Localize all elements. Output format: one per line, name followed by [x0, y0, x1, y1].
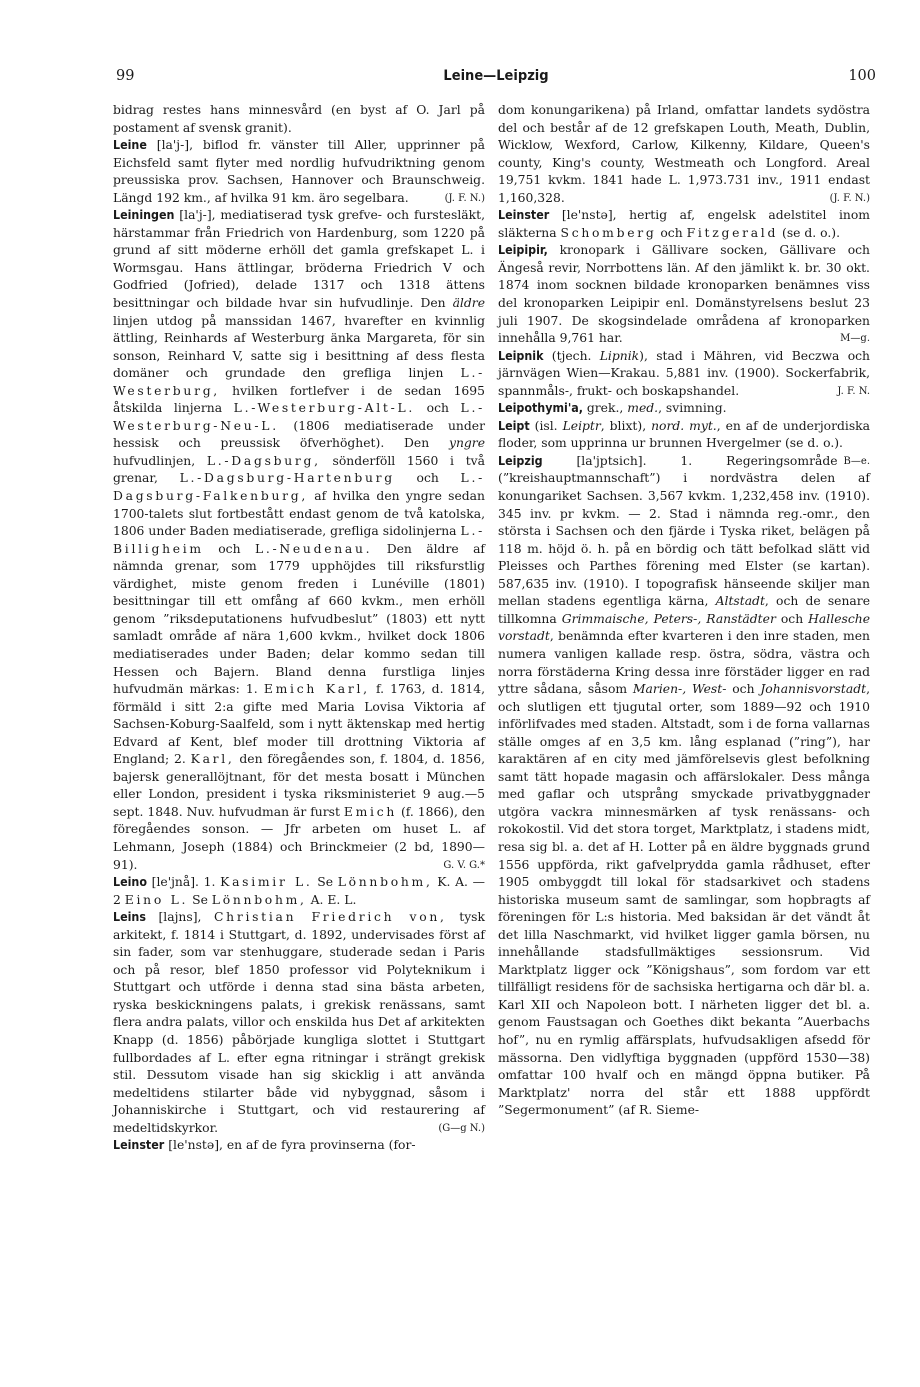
author-signature: (G—g N.) [438, 1122, 485, 1134]
entry-leipothymia: Leipothymi'a, grek., med., svimning. [498, 401, 727, 416]
headword-leinster-duke: Leinster [498, 208, 550, 223]
page-number-left: 99 [116, 68, 135, 84]
running-header [116, 68, 876, 90]
entry-leins: Leins [lajns], Christian Friedrich von, tysk arkitekt, f. 1814 i Stuttgart, d. 1892, undervisades först af sin fader, som var stenhuggare, studerade sedan i Paris och på resor, blef 1850 professor vid Polyteknikum i Stuttgart och utförde i denna stad sina bästa arbeten, ryska beskickningens palats, i grekisk renässans, samt flera andra palats, villor och enskilda hus Det af arkitekten Knapp (d. 1856) påbörjade kungliga slottet i Stuttgart fullbordades af L. efter egna ritningar i strängt grekisk stil. Dessutom visade han sig skicklig i att använda medeltidens stilarter både vid nybyggnad, såsom i Johanniskirche i Stuttgart, och vid restaurering af medeltidskyrkor. (G—g N.) [113, 909, 485, 1137]
headword-leino: Leino [113, 875, 147, 890]
headword-leiningen: Leiningen [113, 208, 175, 223]
entry-leinster-continuation: dom konungarikena) på Irland, omfattar landets sydöstra del och består af de 12 grefskapen Louth, Meath, Dublin, Wicklow, Wexford, Carlow, Kilkenny, Kildare, Queen's county, King's county, Westmeath och Longford. Areal 19,751 kvkm. 1841 hade L. 1,973.731 inv., 1911 endast 1,160,328. (J. F. N.) [498, 102, 870, 207]
author-signature: B—e. [843, 455, 870, 467]
entry-leipt: Leipt (isl. Leiptr, blixt), nord. myt., en af de underjordiska floder, som upprinna ur brunnen Hvergelmer (se d. o.). B—e. [498, 418, 870, 453]
entry-leiningen: Leiningen [la'j-], mediatiserad tysk grefve- och furstesläkt, härstammar från Friedrich von Hardenburg, som 1220 på grund af sitt möderne erhöll det gamla grefskapet L. i Wormsgau. Hans ättlingar, bröderna Friedrich V och Godfried (Jofried), delade 1317 och 1318 ättens besittningar och bildade hvar sin hufvudlinje. Den äldre linjen utdog på manssidan 1467, hvarefter en kvinnlig ättling, Reinhards af Westerburg änka Margareta, för sin sonson, Reinhard V, satte sig i besittning af dess flesta domäner och grundade den grefliga linjen L.-Westerburg, hvilken fortlefver i de sedan 1695 åtskilda linjerna L.-Westerburg-Alt-L. och L.-Westerburg-Neu-L. (1806 mediatiserade under hessisk och preussisk öfverhöghet). Den yngre hufvudlinjen, L.-Dagsburg, sönderföll 1560 i två grenar, L.-Dagsburg-Hartenburg och L.-Dagsburg-Falkenburg, af hvilka den yngre sedan 1700-talets slut fortbestått endast genom de två katolska, 1806 under Baden mediatiserade, grefliga sidolinjerna L.-Billigheim och L.-Neudenau. Den äldre af nämnda grenar, som 1779 upphöjdes till riksfurstlig värdighet, miste genom freden i Lunéville (1801) besittningar till ett omfång af 660 kvkm., men erhöll genom ”riksdeputationens hufvudbeslut” (1803) ett nytt samladt område af nära 1,600 kvkm., hvilket dock 1806 mediatiserades under Baden; delar kommo sedan till Hessen och Bajern. Bland denna furstliga linjes hufvudmän märkas: 1. Emich Karl, f. 1763, d. 1814, förmäld i sitt 2:a gifte med Maria Lovisa Viktoria af Sachsen-Koburg-Saalfeld, som i nytt äktenskap med hertig Edvard af Kent, blef moder till drottning Viktoria af England; 2. Karl, den föregåendes son, f. 1804, d. 1856, bajersk generallöjtnant, för det mesta bosatt i München eller London, president i tyska riksministeriet 9 aug.—5 sept. 1848. Nuv. hufvudman är furst Emich (f. 1866), den föregåendes sonson. — Jfr arbeten om huset L. af Lehmann, Joseph (1884) och Brinckmeier (2 bd, 1890—91). G. V. G.* [113, 207, 485, 874]
headword-leipothymia: Leipothymi'a, [498, 401, 583, 416]
entry-leinster: Leinster [le'nstə], en af de fyra provinserna (for- [113, 1138, 416, 1153]
page-number-right: 100 [848, 68, 876, 84]
headword-leine: Leine [113, 138, 147, 153]
author-signature: (J. F. N.) [444, 192, 485, 204]
author-signature: (J. F. N.) [829, 192, 870, 204]
author-signature: M—g. [840, 333, 870, 345]
headword-leipipir: Leipipir, [498, 243, 548, 258]
author-signature: G. V. G.* [443, 859, 485, 871]
author-signature: J. F. N. [837, 385, 870, 397]
headword-leipt: Leipt [498, 418, 530, 433]
headword-leipzig: Leipzig [498, 453, 543, 468]
running-title: Leine—Leipzig [443, 68, 549, 84]
headword-leinster: Leinster [113, 1138, 165, 1153]
entry-leipipir: Leipipir, kronopark i Gällivare socken, Gällivare och Ängeså revir, Norrbottens län. Af den jämlikt k. br. 30 okt. 1874 inom socknen bildade kronoparken benämnes viss del kronoparken Leipipir enl. Domänstyrelsens beslut 23 juli 1907. De skogsindelade områdena af kronoparken innehålla 9,761 har. M—g. [498, 242, 870, 347]
entry-continuation: bidrag restes hans minnesvård (en byst af O. Jarl på postament af svensk granit). [113, 103, 485, 135]
entry-leinster-duke: Leinster [le'nstə], hertig af, engelsk adelstitel inom släkterna Schomberg och Fitzgerald (se d. o.). [498, 208, 870, 240]
entry-leipnik: Leipnik (tjech. Lipnik), stad i Mähren, vid Beczwa och järnvägen Wien—Krakau. 5,881 inv. (1900). Sockerfabrik, spannmåls-, frukt- och boskapshandel. J. F. N. [498, 348, 870, 401]
headword-leipnik: Leipnik [498, 348, 544, 363]
right-column [498, 102, 870, 1120]
entry-leine: Leine [la'j-], biflod fr. vänster till Aller, upprinner på Eichsfeld samt flyter med nordlig hufvudriktning genom preussiska prov. Sachsen, Hannover och Braunschweig. Längd 192 km., af hvilka 91 km. äro segelbara. (J. F. N.) [113, 137, 485, 207]
entry-leino: Leino [le'jnå]. 1. Kasimir L. Se Lönnbohm, K. A. — 2 Eino L. Se Lönnbohm, A. E. L. [113, 875, 485, 907]
headword-leins: Leins [113, 910, 146, 925]
left-column [113, 102, 485, 1155]
entry-leipzig: Leipzig [la'jptsich]. 1. Regeringsområde (”kreishauptmannschaft”) i nordvästra delen af konungariket Sachsen. 3,567 kvkm. 1,232,458 inv. (1910). 345 inv. pr kvkm. — 2. Stad i nämnda reg.-omr., den största i Sachsen och den fjärde i Tyska riket, belägen på 118 m. höjd ö. h. på en bördig och tätt befolkad slätt vid Pleisses och Parthes förening med Elster (se kartan). 587,635 inv. (1910). I topografisk hänseende skiljer man mellan stadens egentliga kärna, Altstadt, och de senare tillkomna Grimmaische, Peters-, Ranstädter och Hallesche vorstadt, benämnda efter kvarteren i den inre staden, men numera vanligen kallade resp. östra, södra, västra och norra förstäderna Kring dessa inre förstäder ligger en rad yttre sådana, såsom Marien-, West- och Johannisvorstadt, och slutligen ett tjugutal orter, som 1889—92 och 1910 införlifvades med staden. Altstadt, som i de forna vallarnas ställe omges af en 3,5 km. lång esplanad (”ring”), har karaktären af en city med jämförelsevis glest befolkning samt tätt hopade magasin och affärslokaler. Dess många med gaflar och utsprång smyckade privatbyggnader utgöra vackra minnesmärken af tysk renässans- och rokokostil. Vid det stora torget, Marktplatz, i stadens midt, resa sig bl. a. det af H. Lotter på en äldre byggnads grund 1556 uppförda, rikt gafvelprydda gamla rådhuset, efter 1905 ombyggdt till lokal för stadsarkivet och stadens historiska museum samt de samlingar, som hopbragts af föreningen för L:s historia. Med baksidan är det vändt åt det lilla Naschmarkt, vid hvilket ligger gamla börsen, nu innehållande stadsfullmäktiges sessionsrum. Vid Marktplatz ligger ock ”Königshaus”, som fordom var ett tillfälligt residens för de sachsiska hertigarna och där bl. a. Karl XII och Napoleon bott. I närheten ligger det bl. a. genom Faustsagan och Goethes dikt bekanta ”Auerbachs hof”, nu en rymlig affärsplats, hufvudsakligen afsedd för mässorna. Den vidlyftiga byggnaden (uppförd 1530—38) omfattar 100 hvalf och en mängd öppna butiker. På Marktplatz' norra del står ett 1888 uppfördt ”Segermonument” (af R. Sieme- [498, 453, 870, 1118]
